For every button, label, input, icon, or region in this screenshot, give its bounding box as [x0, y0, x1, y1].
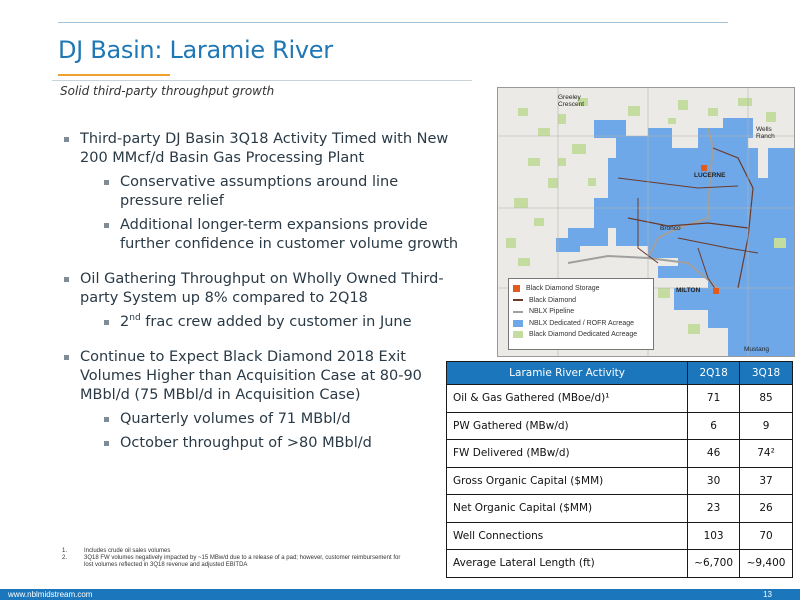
map-label-bronco: Bronco — [660, 225, 681, 232]
asset-map — [497, 87, 795, 357]
activity-table — [446, 361, 793, 578]
row-label: Oil & Gas Gathered (MBoe/d)¹ — [447, 385, 688, 413]
bullet-item: Continue to Expect Black Diamond 2018 Exit Volumes Higher than Acquisition Case at 80-90 MBbl/d (75 MBbl/d in Acquisition Case) — [62, 348, 462, 405]
cell-3q18: ~9,400 — [740, 550, 793, 578]
legend-swatch — [513, 331, 523, 338]
column-header: 3Q18 — [740, 362, 793, 385]
map-label-lucerne: LUCERNE — [694, 172, 726, 179]
map-label-greeley-crescent: Greeley Crescent — [558, 94, 585, 108]
row-label: Average Lateral Length (ft) — [447, 550, 688, 578]
sub-bullet-item: October throughput of >80 MBbl/d — [102, 434, 462, 453]
cell-3q18: 26 — [740, 495, 793, 523]
sub-bullet-text-pre: 2 — [120, 314, 130, 330]
footnote — [62, 555, 402, 569]
legend-swatch — [513, 320, 523, 327]
map-legend — [508, 278, 654, 350]
row-label: Well Connections — [447, 522, 688, 550]
column-header: Laramie River Activity — [447, 362, 688, 385]
table-row — [447, 522, 793, 550]
top-rule — [58, 22, 728, 23]
footer-bar — [0, 589, 800, 600]
column-header: 2Q18 — [688, 362, 740, 385]
legend-swatch — [513, 285, 520, 292]
table-row — [447, 550, 793, 578]
table-header-row — [447, 362, 793, 385]
row-label: Net Organic Capital ($MM) — [447, 495, 688, 523]
table-row — [447, 495, 793, 523]
legend-swatch — [513, 311, 523, 313]
page-subtitle: Solid third-party throughput growth — [60, 84, 275, 98]
legend-item — [513, 329, 649, 341]
subtitle-rule — [52, 80, 472, 81]
storage-marker-milton — [713, 288, 719, 294]
sub-bullet-item — [102, 313, 462, 332]
footnote-text: Includes crude oil sales volumes — [84, 548, 171, 554]
legend-label: NBLX Pipeline — [529, 308, 575, 316]
legend-label: NBLX Dedicated / ROFR Acreage — [529, 319, 635, 327]
sub-bullet-item: Additional longer-term expansions provide further confidence in customer volume growth — [102, 216, 462, 254]
bullet-item: Oil Gathering Throughput on Wholly Owned Third-party System up 8% compared to 2Q18 — [62, 270, 462, 308]
sub-bullet-text-post: frac crew added by customer in June — [140, 314, 412, 330]
legend-item — [513, 318, 649, 330]
storage-marker-lucerne — [701, 165, 707, 171]
row-label: PW Gathered (MBw/d) — [447, 412, 688, 440]
sub-bullet-item: Conservative assumptions around line pressure relief — [102, 173, 462, 211]
cell-2q18: 30 — [688, 467, 740, 495]
legend-label: Black Diamond Storage — [526, 285, 600, 293]
footer-url[interactable]: www.nblmidstream.com — [8, 590, 93, 599]
table-row — [447, 412, 793, 440]
footnote-number: 1. — [62, 548, 68, 554]
bullet-list — [62, 130, 462, 453]
legend-item — [513, 295, 649, 307]
footnote-number: 2. — [62, 555, 68, 561]
cell-2q18: 103 — [688, 522, 740, 550]
cell-3q18: 70 — [740, 522, 793, 550]
cell-2q18: 6 — [688, 412, 740, 440]
cell-3q18: 85 — [740, 385, 793, 413]
footnote-text: 3Q18 FW volumes negatively impacted by ~15 MBw/d due to a release of a pad; however, customer reimbursement for lost volumes reflected in 3Q18 revenue and adjusted EBITDA — [84, 555, 401, 568]
footnotes — [62, 548, 402, 569]
table-row — [447, 440, 793, 468]
map-label-milton: MILTON — [676, 287, 701, 294]
legend-swatch — [513, 299, 523, 301]
cell-2q18: 71 — [688, 385, 740, 413]
cell-3q18: 37 — [740, 467, 793, 495]
row-label: Gross Organic Capital ($MM) — [447, 467, 688, 495]
cell-3q18: 9 — [740, 412, 793, 440]
table-row — [447, 467, 793, 495]
row-label: FW Delivered (MBw/d) — [447, 440, 688, 468]
sub-bullet-superscript: nd — [129, 313, 141, 324]
page-title: DJ Basin: Laramie River — [58, 36, 333, 64]
legend-item — [513, 283, 649, 295]
legend-label: Black Diamond — [529, 296, 577, 304]
cell-2q18: 46 — [688, 440, 740, 468]
page-number: 13 — [763, 590, 772, 599]
bullet-item: Third-party DJ Basin 3Q18 Activity Timed with New 200 MMcf/d Basin Gas Processing Plant — [62, 130, 462, 168]
map-label-wells-ranch: Wells Ranch — [756, 126, 775, 140]
legend-label: Black Diamond Dedicated Acreage — [529, 331, 638, 339]
sub-bullet-item: Quarterly volumes of 71 MBbl/d — [102, 410, 462, 429]
legend-item — [513, 306, 649, 318]
table-row — [447, 385, 793, 413]
map-label-mustang: Mustang — [744, 346, 769, 353]
footnote — [62, 548, 402, 555]
cell-2q18: 23 — [688, 495, 740, 523]
title-accent-bar — [58, 74, 170, 76]
cell-3q18: 74² — [740, 440, 793, 468]
cell-2q18: ~6,700 — [688, 550, 740, 578]
